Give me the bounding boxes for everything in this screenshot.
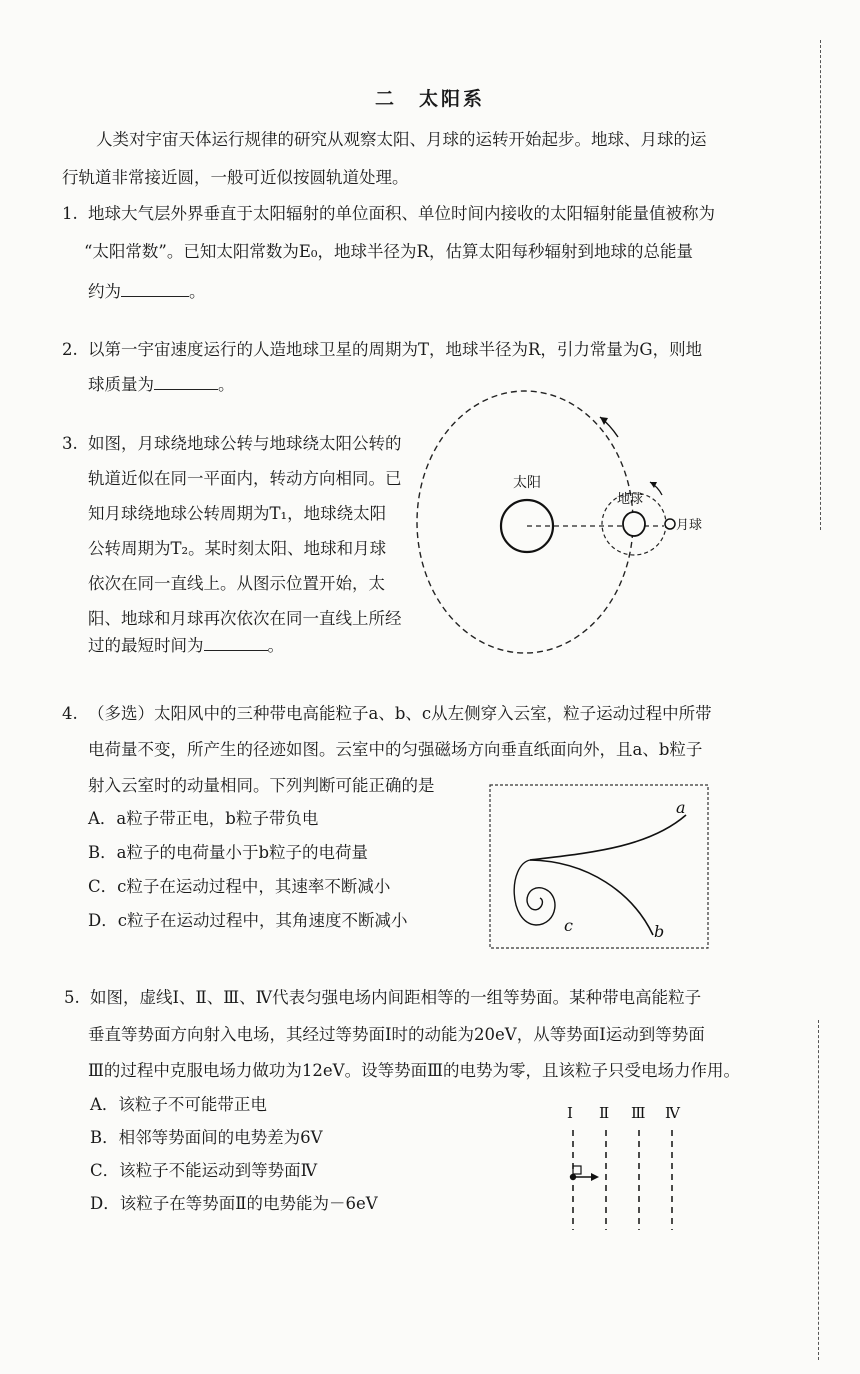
q4-line-1: （多选）太阳风中的三种带电高能粒子a、b、c从左侧穿入云室，粒子运动过程中所带 bbox=[88, 704, 712, 723]
track-b bbox=[530, 860, 653, 935]
intro-line-2: 行轨道非常接近圆，一般可近似按圆轨道处理。 bbox=[62, 168, 409, 187]
q2-answer-blank[interactable] bbox=[154, 373, 218, 390]
surface-label-4: Ⅳ bbox=[665, 1104, 680, 1122]
q2-number: 2. bbox=[62, 340, 78, 359]
scan-edge-line-bottom bbox=[818, 1020, 820, 1360]
intro-line-1: 人类对宇宙天体运行规律的研究从观察太阳、月球的运转开始起步。地球、月球的运 bbox=[96, 130, 707, 149]
section-title: 二 太阳系 bbox=[374, 88, 485, 110]
q1-line-3 bbox=[88, 280, 206, 304]
earth-circle bbox=[623, 512, 645, 536]
scan-edge-line-top bbox=[820, 40, 822, 530]
equipotential-diagram bbox=[555, 1098, 695, 1233]
earth-label: 地球 bbox=[617, 492, 644, 507]
q1-answer-blank[interactable] bbox=[121, 280, 189, 297]
q3-line-2: 轨道近似在同一平面内，转动方向相同。已 bbox=[88, 469, 402, 488]
sun-label: 太阳 bbox=[513, 475, 541, 491]
q4-option-d: D．c粒子在运动过程中，其角速度不断减小 bbox=[88, 911, 408, 930]
orbit-diagram bbox=[410, 385, 720, 660]
q5-number: 5. bbox=[64, 988, 80, 1007]
q3-answer-blank[interactable] bbox=[204, 634, 268, 651]
q5-option-a: A．该粒子不可能带正电 bbox=[90, 1095, 267, 1114]
q3-line-5: 依次在同一直线上。从图示位置开始，太 bbox=[88, 574, 385, 593]
q3-number: 3. bbox=[62, 434, 78, 453]
q5-line-2: 垂直等势面方向射入电场，其经过等势面Ⅰ时的动能为20eV，从等势面Ⅰ运动到等势面 bbox=[88, 1025, 705, 1044]
label-a: a bbox=[676, 798, 686, 817]
q1-line-1: 地球大气层外界垂直于太阳辐射的单位面积、单位时间内接收的太阳辐射能量值被称为 bbox=[88, 204, 715, 223]
track-c bbox=[514, 860, 555, 925]
q3-line-3: 知月球绕地球公转周期为T₁，地球绕太阳 bbox=[88, 504, 387, 523]
surface-label-2: Ⅱ bbox=[599, 1104, 610, 1122]
cloud-chamber-diagram bbox=[488, 783, 710, 951]
q4-number: 4. bbox=[62, 704, 78, 723]
q5-line-1: 如图，虚线Ⅰ、Ⅱ、Ⅲ、Ⅳ代表匀强电场内间距相等的一组等势面。某种带电高能粒子 bbox=[90, 988, 702, 1007]
q4-option-b: B．a粒子的电荷量小于b粒子的电荷量 bbox=[88, 843, 369, 862]
q4-line-3: 射入云室时的动量相同。下列判断可能正确的是 bbox=[88, 776, 435, 795]
particle-box bbox=[573, 1166, 581, 1174]
q3-line-6: 阳、地球和月球再次依次在同一直线上所经 bbox=[88, 609, 402, 628]
q1-answer-prefix: 约为 bbox=[88, 282, 121, 301]
surface-label-3: Ⅲ bbox=[631, 1104, 646, 1122]
q3-answer-prefix: 过的最短时间为 bbox=[88, 636, 204, 655]
q3-line-7 bbox=[88, 634, 284, 658]
q3-line-4: 公转周期为T₂。某时刻太阳、地球和月球 bbox=[88, 539, 387, 558]
q2-line-1: 以第一宇宙速度运行的人造地球卫星的周期为T，地球半径为R，引力常量为G，则地 bbox=[88, 340, 703, 359]
earth-orbit bbox=[417, 391, 633, 653]
moon-circle bbox=[665, 519, 675, 529]
q1-answer-end: 。 bbox=[189, 282, 206, 301]
q5-option-b: B．相邻等势面间的电势差为6V bbox=[90, 1128, 323, 1147]
track-a bbox=[530, 815, 686, 860]
q4-option-c: C．c粒子在运动过程中，其速率不断减小 bbox=[88, 877, 391, 896]
moon-label: 月球 bbox=[676, 518, 703, 533]
velocity-arrowhead bbox=[591, 1173, 599, 1181]
label-c: c bbox=[564, 916, 573, 935]
q3-line-1: 如图，月球绕地球公转与地球绕太阳公转的 bbox=[88, 434, 402, 453]
q5-option-d: D．该粒子在等势面Ⅱ的电势能为－6eV bbox=[90, 1194, 378, 1213]
surface-label-1: Ⅰ bbox=[567, 1104, 573, 1122]
q4-line-2: 电荷量不变，所产生的径迹如图。云室中的匀强磁场方向垂直纸面向外，且a、b粒子 bbox=[88, 740, 703, 759]
q5-option-c: C．该粒子不能运动到等势面Ⅳ bbox=[90, 1161, 318, 1180]
q4-option-a: A．a粒子带正电，b粒子带负电 bbox=[88, 809, 319, 828]
q2-answer-prefix: 球质量为 bbox=[88, 375, 154, 394]
q3-answer-end: 。 bbox=[267, 636, 284, 655]
q2-answer-end: 。 bbox=[218, 375, 235, 394]
label-b: b bbox=[654, 922, 665, 941]
q1-number: 1. bbox=[62, 204, 78, 223]
q5-line-3: Ⅲ的过程中克服电场力做功为12eV。设等势面Ⅲ的电势为零，且该粒子只受电场力作用。 bbox=[88, 1061, 740, 1080]
q2-line-2 bbox=[88, 373, 235, 397]
q1-line-2: “太阳常数”。已知太阳常数为E₀，地球半径为R，估算太阳每秒辐射到地球的总能量 bbox=[84, 242, 693, 261]
